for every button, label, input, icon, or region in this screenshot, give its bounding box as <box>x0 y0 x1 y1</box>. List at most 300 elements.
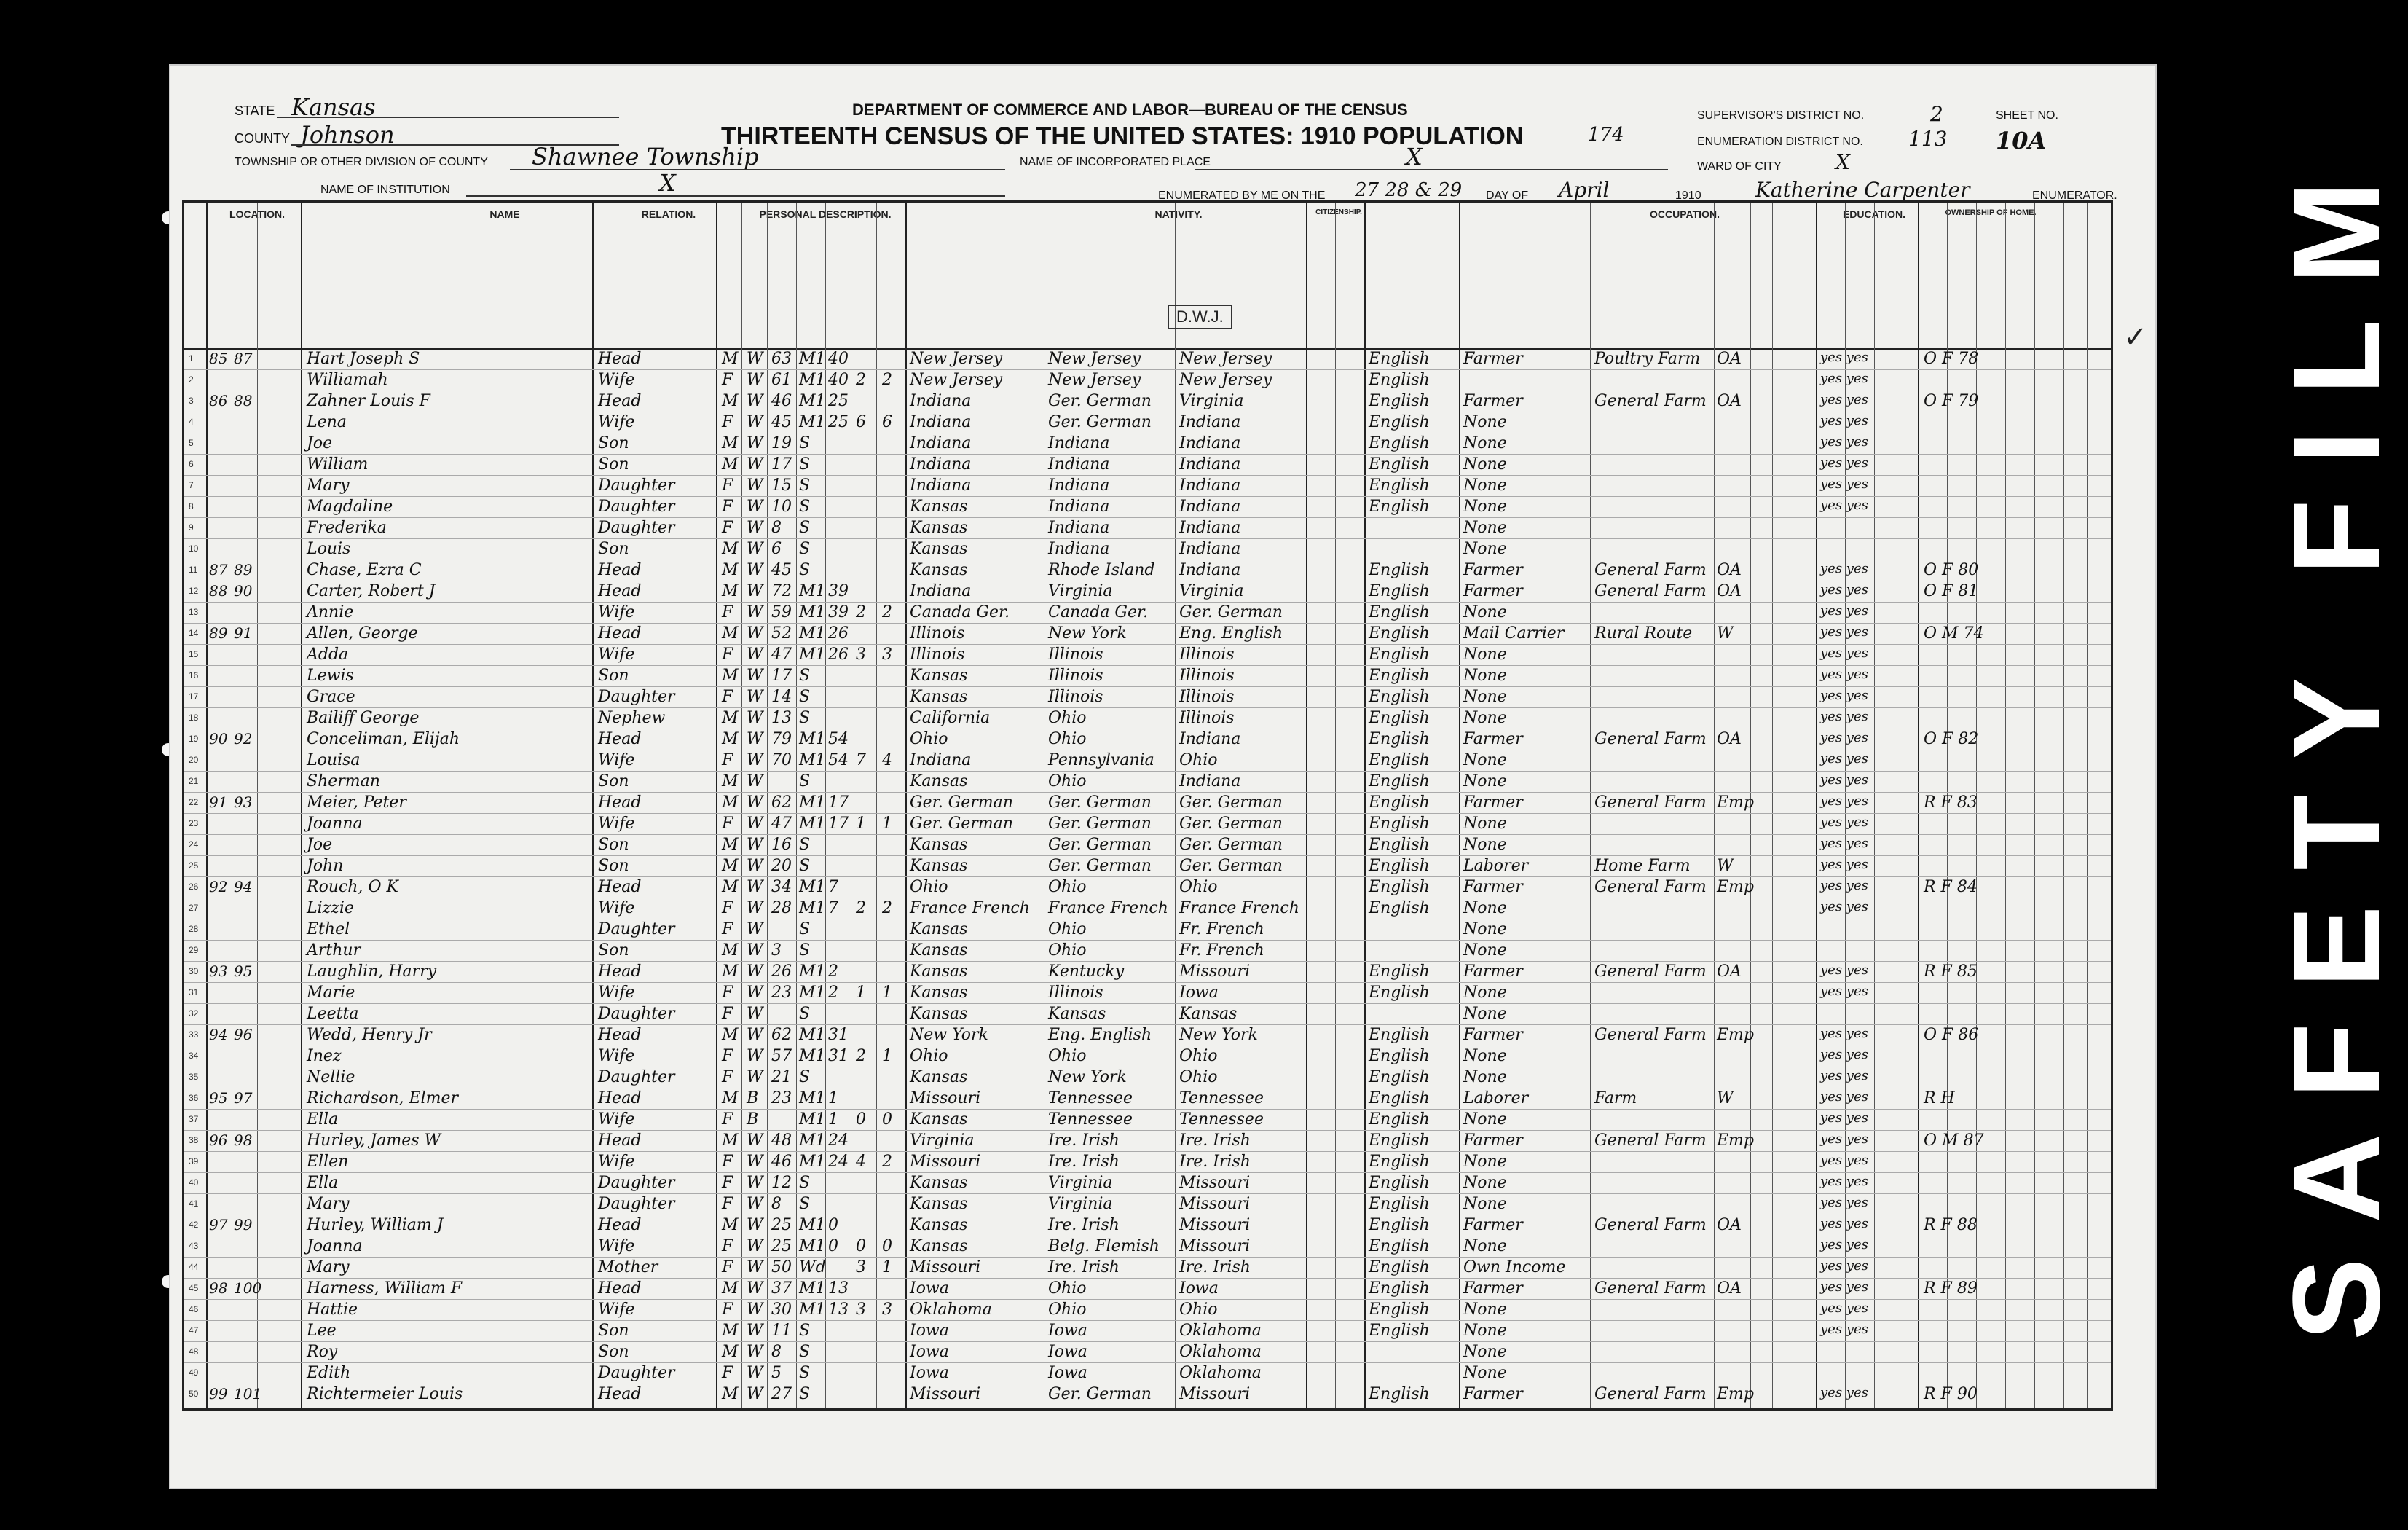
cell-chl: 6 <box>882 413 892 431</box>
table-row <box>184 729 2111 750</box>
cell-race: W <box>747 1153 763 1171</box>
cell-chl: 2 <box>882 1153 892 1171</box>
cell-mpob: Kansas <box>1179 1005 1238 1023</box>
line-number: 23 <box>189 818 199 828</box>
line-number: 28 <box>189 924 199 934</box>
cell-trade: None <box>1463 1153 1507 1171</box>
cell-trade: None <box>1463 941 1507 960</box>
cell-own: R F 85 <box>1924 962 1978 981</box>
cell-pob: Kansas <box>910 1068 968 1086</box>
cell-dw: 86 <box>209 392 228 409</box>
cell-own: O F 78 <box>1924 350 1979 368</box>
cell-ch: 2 <box>856 603 866 621</box>
line-number: 20 <box>189 755 199 765</box>
cell-sex: M <box>722 1216 739 1234</box>
sheet-value: 10A <box>1996 127 2047 154</box>
cell-ms: S <box>799 540 811 558</box>
table-row <box>184 602 2111 624</box>
cell-age: 30 <box>771 1300 792 1319</box>
cell-literacy: yes yes <box>1820 1026 1868 1041</box>
cell-fpob: Illinois <box>1048 667 1103 685</box>
table-row <box>184 560 2111 581</box>
cell-lang: English <box>1369 498 1430 516</box>
cell-literacy: yes yes <box>1820 498 1868 513</box>
cell-literacy: yes yes <box>1820 730 1868 745</box>
cell-pob: Kansas <box>910 984 968 1002</box>
cell-literacy: yes yes <box>1820 561 1868 576</box>
cell-own: R F 83 <box>1924 793 1978 812</box>
line-number: 4 <box>189 417 194 427</box>
cell-trade: None <box>1463 1364 1507 1382</box>
cell-ms: S <box>799 519 811 537</box>
institution-label: NAME OF INSTITUTION <box>320 184 450 196</box>
cell-name: Bailiff George <box>307 709 420 727</box>
cell-trade: Mail Carrier <box>1463 624 1565 643</box>
cell-emp: OA <box>1717 561 1742 579</box>
cell-trade: None <box>1463 1047 1507 1065</box>
cell-sex: M <box>722 1322 739 1340</box>
cell-rel: Head <box>598 1131 642 1150</box>
cell-mpob: Ire. Irish <box>1179 1258 1251 1276</box>
cell-race: W <box>747 836 763 854</box>
cell-own: O M 87 <box>1924 1131 1984 1150</box>
cell-ms: M1 <box>799 1047 826 1065</box>
table-row <box>184 855 2111 877</box>
col-nativity: NATIVITY. <box>1154 208 1203 220</box>
cell-dw: 93 <box>209 962 228 980</box>
cell-name: Adda <box>307 646 349 664</box>
cell-rel: Head <box>598 1279 642 1298</box>
cell-ch: 1 <box>856 984 866 1002</box>
line-number: 13 <box>189 607 199 617</box>
enumerated-days: 27 28 & 29 <box>1355 179 1463 201</box>
cell-fpob: Indiana <box>1048 434 1110 452</box>
cell-age: 37 <box>771 1279 792 1298</box>
cell-name: Ellen <box>307 1153 349 1171</box>
table-row <box>184 1130 2111 1152</box>
line-number: 24 <box>189 839 199 850</box>
check-mark-icon: ✓ <box>2123 321 2148 354</box>
cell-fam: 101 <box>234 1385 262 1402</box>
cell-rel: Wife <box>598 646 635 664</box>
cell-literacy: yes yes <box>1820 434 1868 450</box>
cell-rel: Wife <box>598 815 635 833</box>
cell-own: O F 82 <box>1924 730 1979 748</box>
cell-rel: Son <box>598 1343 629 1361</box>
cell-lang: English <box>1369 1279 1430 1298</box>
cell-lang: English <box>1369 582 1430 600</box>
cell-literacy: yes yes <box>1820 899 1868 914</box>
cell-name: Nellie <box>307 1068 355 1086</box>
cell-rel: Daughter <box>598 498 675 516</box>
cell-race: W <box>747 920 763 938</box>
cell-ms: S <box>799 836 811 854</box>
cell-sex: M <box>722 434 739 452</box>
cell-race: W <box>747 1026 763 1044</box>
table-row <box>184 876 2111 898</box>
table-row <box>184 391 2111 412</box>
cell-fpob: Belg. Flemish <box>1048 1237 1160 1255</box>
cell-ms: S <box>799 1343 811 1361</box>
cell-ind: General Farm <box>1594 561 1707 579</box>
cell-ms: M1 <box>799 582 826 600</box>
table-row <box>184 961 2111 983</box>
cell-chl: 3 <box>882 1300 892 1319</box>
cell-ms: S <box>799 1322 811 1340</box>
cell-sex: F <box>722 1047 733 1065</box>
cell-pob: Kansas <box>910 561 968 579</box>
cell-dw: 91 <box>209 793 228 811</box>
cell-trade: None <box>1463 476 1507 495</box>
cell-literacy: yes yes <box>1820 815 1868 830</box>
cell-ms: S <box>799 434 811 452</box>
table-row <box>184 433 2111 455</box>
cell-yrs: 17 <box>828 815 849 833</box>
cell-age: 48 <box>771 1131 792 1150</box>
cell-sex: M <box>722 793 739 812</box>
cell-rel: Daughter <box>598 1195 675 1213</box>
cell-rel: Son <box>598 772 629 790</box>
cell-ms: S <box>799 772 811 790</box>
cell-sex: F <box>722 1258 733 1276</box>
cell-ind: General Farm <box>1594 1279 1707 1298</box>
cell-fam: 89 <box>234 561 253 578</box>
cell-mpob: Ger. German <box>1179 815 1283 833</box>
ward-label: WARD OF CITY <box>1697 160 1782 173</box>
cell-fpob: Iowa <box>1048 1343 1087 1361</box>
cell-sex: M <box>722 350 739 368</box>
cell-name: Sherman <box>307 772 380 790</box>
cell-rel: Son <box>598 540 629 558</box>
cell-rel: Daughter <box>598 476 675 495</box>
table-row <box>184 1362 2111 1384</box>
cell-lang: English <box>1369 688 1430 706</box>
cell-age: 72 <box>771 582 792 600</box>
table-row <box>184 454 2111 476</box>
cell-trade: Farmer <box>1463 962 1523 981</box>
cell-emp: Emp <box>1717 1385 1755 1403</box>
cell-fpob: Iowa <box>1048 1364 1087 1382</box>
cell-mpob: Ohio <box>1179 1047 1218 1065</box>
cell-rel: Wife <box>598 751 635 769</box>
cell-yrs: 54 <box>828 730 849 748</box>
cell-age: 23 <box>771 984 792 1002</box>
cell-ind: Poultry Farm <box>1594 350 1701 368</box>
cell-lang: English <box>1369 1195 1430 1213</box>
cell-race: W <box>747 582 763 600</box>
cell-race: W <box>747 688 763 706</box>
cell-trade: Farmer <box>1463 582 1523 600</box>
cell-literacy: yes yes <box>1820 1237 1868 1252</box>
cell-pob: Kansas <box>910 836 968 854</box>
cell-name: Harness, William F <box>307 1279 463 1298</box>
line-number: 17 <box>189 691 199 702</box>
cell-chl: 2 <box>882 371 892 389</box>
supervisor-value: 2 <box>1930 102 1943 126</box>
cell-lang: English <box>1369 1216 1430 1234</box>
cell-race: W <box>747 1300 763 1319</box>
cell-sex: F <box>722 646 733 664</box>
cell-dw: 89 <box>209 624 228 642</box>
cell-literacy: yes yes <box>1820 1131 1868 1147</box>
cell-pob: Ger. German <box>910 815 1013 833</box>
cell-lang: English <box>1369 984 1430 1002</box>
cell-rel: Son <box>598 857 629 875</box>
cell-race: W <box>747 709 763 727</box>
cell-mpob: Indiana <box>1179 413 1241 431</box>
cell-race: W <box>747 1047 763 1065</box>
cell-own: R F 89 <box>1924 1279 1978 1298</box>
cell-rel: Wife <box>598 1110 635 1129</box>
cell-emp: OA <box>1717 350 1742 368</box>
cell-literacy: yes yes <box>1820 836 1868 851</box>
cell-literacy: yes yes <box>1820 1153 1868 1168</box>
cell-pob: California <box>910 709 991 727</box>
cell-fpob: Kentucky <box>1048 962 1125 981</box>
cell-ch: 2 <box>856 371 866 389</box>
cell-literacy: yes yes <box>1820 857 1868 872</box>
state-value: Kansas <box>291 93 376 121</box>
cell-fam: 88 <box>234 392 253 409</box>
cell-literacy: yes yes <box>1820 392 1868 407</box>
cell-name: Grace <box>307 688 355 706</box>
cell-ms: S <box>799 1385 811 1403</box>
cell-dw: 99 <box>209 1385 228 1402</box>
cell-pob: Indiana <box>910 476 972 495</box>
cell-literacy: yes yes <box>1820 1047 1868 1062</box>
cell-mpob: Indiana <box>1179 519 1241 537</box>
cell-trade: None <box>1463 1110 1507 1129</box>
cell-literacy: yes yes <box>1820 751 1868 766</box>
cell-fpob: Ger. German <box>1048 836 1152 854</box>
cell-yrs: 1 <box>828 1089 838 1107</box>
cell-mpob: Fr. French <box>1179 920 1264 938</box>
cell-mpob: Indiana <box>1179 561 1241 579</box>
line-number: 25 <box>189 860 199 871</box>
cell-age: 61 <box>771 371 792 389</box>
cell-emp: Emp <box>1717 793 1755 812</box>
cell-ms: M1 <box>799 603 826 621</box>
cell-name: William <box>307 455 369 474</box>
cell-ms: S <box>799 709 811 727</box>
line-number: 33 <box>189 1029 199 1040</box>
cell-race: W <box>747 1343 763 1361</box>
cell-trade: None <box>1463 413 1507 431</box>
cell-own: R F 84 <box>1924 878 1978 896</box>
cell-trade: None <box>1463 455 1507 474</box>
cell-sex: M <box>722 709 739 727</box>
cell-yrs: 24 <box>828 1131 849 1150</box>
cell-mpob: Iowa <box>1179 984 1219 1002</box>
cell-fpob: Canada Ger. <box>1048 603 1149 621</box>
cell-trade: None <box>1463 772 1507 790</box>
table-row <box>184 940 2111 962</box>
cell-lang: English <box>1369 434 1430 452</box>
column-header-band <box>184 203 2111 350</box>
line-number: 15 <box>189 649 199 659</box>
cell-dw: 92 <box>209 878 228 895</box>
enum-district-label: ENUMERATION DISTRICT NO. <box>1697 136 1863 148</box>
cell-pob: Indiana <box>910 392 972 410</box>
cell-ind: Rural Route <box>1594 624 1693 643</box>
table-row <box>184 1024 2111 1046</box>
cell-ms: M1 <box>799 751 826 769</box>
cell-name: Wedd, Henry Jr <box>307 1026 432 1044</box>
cell-ms: M1 <box>799 646 826 664</box>
cell-yrs: 1 <box>828 1110 838 1129</box>
cell-rel: Head <box>598 1216 642 1234</box>
cell-mpob: Missouri <box>1179 1237 1251 1255</box>
cell-pob: Indiana <box>910 582 972 600</box>
cell-age: 12 <box>771 1174 792 1192</box>
cell-fpob: Ohio <box>1048 941 1087 960</box>
cell-emp: Emp <box>1717 878 1755 896</box>
col-ownership: OWNERSHIP OF HOME. <box>1945 208 2037 217</box>
cell-dw: 90 <box>209 730 228 748</box>
cell-ch: 3 <box>856 1300 866 1319</box>
cell-emp: OA <box>1717 730 1742 748</box>
line-number: 43 <box>189 1241 199 1251</box>
month-value: April <box>1559 178 1610 202</box>
table-row <box>184 834 2111 856</box>
year-value: 1910 <box>1675 189 1701 202</box>
cell-chl: 3 <box>882 646 892 664</box>
cell-sex: F <box>722 476 733 495</box>
cell-own: R F 90 <box>1924 1385 1978 1403</box>
cell-lang: English <box>1369 836 1430 854</box>
cell-lang: English <box>1369 455 1430 474</box>
cell-sex: F <box>722 519 733 537</box>
cell-pob: Kansas <box>910 772 968 790</box>
cell-ms: M1 <box>799 793 826 812</box>
cell-name: Frederika <box>307 519 387 537</box>
cell-literacy: yes yes <box>1820 1385 1868 1400</box>
cell-age: 15 <box>771 476 792 495</box>
cell-rel: Mother <box>598 1258 658 1276</box>
cell-fam: 100 <box>234 1279 262 1297</box>
cell-trade: Farmer <box>1463 793 1523 812</box>
cell-trade: Farmer <box>1463 878 1523 896</box>
cell-literacy: yes yes <box>1820 984 1868 999</box>
cell-name: Zahner Louis F <box>307 392 430 410</box>
cell-literacy: yes yes <box>1820 772 1868 788</box>
cell-pob: Iowa <box>910 1279 949 1298</box>
cell-pob: Missouri <box>910 1385 981 1403</box>
cell-race: W <box>747 1131 763 1150</box>
cell-race: W <box>747 603 763 621</box>
line-number: 49 <box>189 1368 199 1378</box>
cell-literacy: yes yes <box>1820 1195 1868 1210</box>
cell-sex: F <box>722 815 733 833</box>
cell-rel: Wife <box>598 899 635 917</box>
cell-emp: OA <box>1717 1279 1742 1298</box>
cell-literacy: yes yes <box>1820 709 1868 724</box>
line-number: 12 <box>189 586 199 596</box>
cell-name: Joe <box>307 836 333 854</box>
cell-rel: Wife <box>598 413 635 431</box>
table-row <box>184 919 2111 941</box>
line-number: 47 <box>189 1325 199 1335</box>
cell-ms: S <box>799 667 811 685</box>
cell-race: W <box>747 962 763 981</box>
cell-sex: F <box>722 1195 733 1213</box>
cell-yrs: 39 <box>828 603 849 621</box>
cell-fpob: France French <box>1048 899 1168 917</box>
cell-sex: M <box>722 540 739 558</box>
line-number: 50 <box>189 1389 199 1399</box>
cell-ch: 4 <box>856 1153 866 1171</box>
line-number: 7 <box>189 480 194 490</box>
table-row <box>184 348 2111 370</box>
cell-pob: Ohio <box>910 730 948 748</box>
table-row <box>184 1193 2111 1215</box>
cell-age: 25 <box>771 1237 792 1255</box>
cell-name: Arthur <box>307 941 361 960</box>
cell-rel: Wife <box>598 371 635 389</box>
cell-age: 17 <box>771 455 792 474</box>
cell-yrs: 54 <box>828 751 849 769</box>
cell-pob: Iowa <box>910 1343 949 1361</box>
cell-ch: 2 <box>856 1047 866 1065</box>
cell-sex: F <box>722 1153 733 1171</box>
cell-rel: Head <box>598 1089 642 1107</box>
county-label: COUNTY <box>235 131 290 146</box>
cell-age: 21 <box>771 1068 792 1086</box>
cell-ms: S <box>799 1364 811 1382</box>
cell-yrs: 31 <box>828 1047 849 1065</box>
cell-fam: 87 <box>234 350 253 367</box>
cell-mpob: New Jersey <box>1179 350 1272 368</box>
cell-emp: OA <box>1717 962 1742 981</box>
cell-fpob: Kansas <box>1048 1005 1106 1023</box>
cell-sex: F <box>722 1300 733 1319</box>
cell-rel: Daughter <box>598 519 675 537</box>
cell-rel: Wife <box>598 1047 635 1065</box>
cell-sex: M <box>722 455 739 474</box>
cell-trade: None <box>1463 709 1507 727</box>
cell-name: Meier, Peter <box>307 793 406 812</box>
cell-age: 28 <box>771 899 792 917</box>
table-row <box>184 623 2111 645</box>
cell-mpob: Illinois <box>1179 646 1235 664</box>
cell-own: O F 86 <box>1924 1026 1979 1044</box>
cell-pob: Missouri <box>910 1089 981 1107</box>
cell-age: 13 <box>771 709 792 727</box>
cell-fpob: Ger. German <box>1048 413 1152 431</box>
cell-fpob: Ger. German <box>1048 793 1152 812</box>
cell-age: 50 <box>771 1258 792 1276</box>
cell-emp: W <box>1717 1089 1734 1107</box>
cell-rel: Son <box>598 836 629 854</box>
cell-race: W <box>747 476 763 495</box>
cell-ms: S <box>799 476 811 495</box>
cell-sex: M <box>722 582 739 600</box>
cell-sex: F <box>722 920 733 938</box>
cell-mpob: New Jersey <box>1179 371 1272 389</box>
cell-fam: 95 <box>234 962 253 980</box>
cell-race: W <box>747 878 763 896</box>
cell-mpob: Ger. German <box>1179 857 1283 875</box>
cell-ch: 7 <box>856 751 866 769</box>
cell-chl: 0 <box>882 1237 892 1255</box>
cell-trade: None <box>1463 1174 1507 1192</box>
table-row <box>184 750 2111 772</box>
cell-literacy: yes yes <box>1820 1322 1868 1337</box>
cell-fam: 91 <box>234 624 253 642</box>
cell-literacy: yes yes <box>1820 476 1868 492</box>
cell-fpob: Ohio <box>1048 1279 1087 1298</box>
cell-trade: None <box>1463 434 1507 452</box>
